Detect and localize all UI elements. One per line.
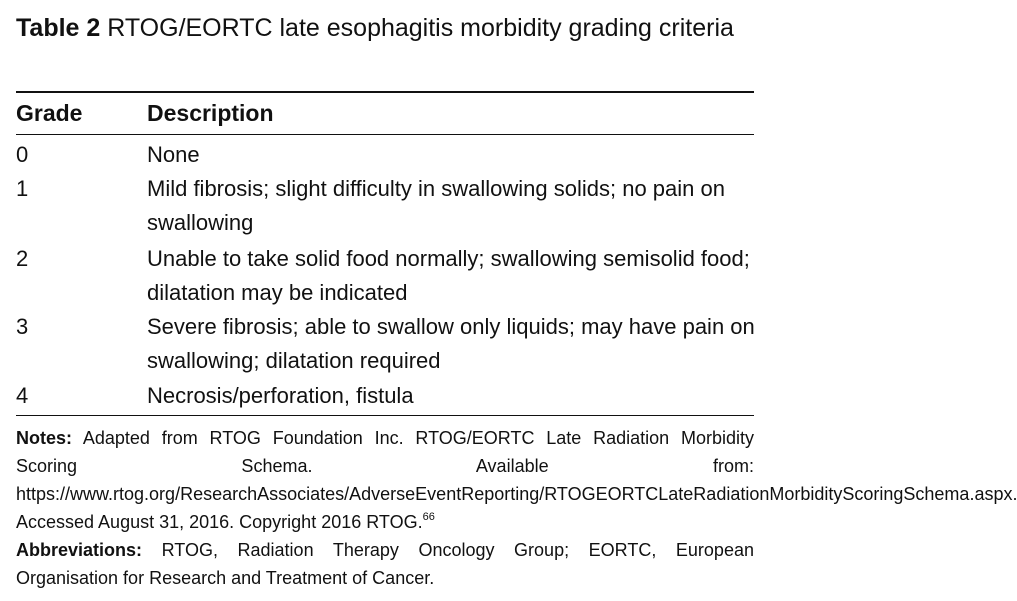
abbreviations-paragraph [16,536,754,592]
abbreviations-label: Abbreviations: [16,540,143,560]
description-cell: None [147,142,200,167]
header-rule [16,134,754,135]
header-grade: Grade [16,100,83,126]
reference-number: 66 [422,511,435,523]
table-label: Table 2 [16,14,101,42]
table-title: RTOG/EORTC late esophagitis morbidity grading criteria [107,14,734,42]
abbreviations-text: RTOG, Radiation Therapy Oncology Group; EORTC, European Organisation for Research and Treatment of Cancer. [16,540,754,588]
grade-cell: 3 [16,314,29,339]
notes-label: Notes: [16,428,73,448]
notes-text: Adapted from RTOG Foundation Inc. RTOG/EORTC Late Radiation Morbidity Scoring Schema. Available from: https://www.rtog.org/ResearchAssociates/AdverseEventReporting/RTOGEORTCLateRadiationMorbidityScoringSchema.aspx. Accessed August 31, 2016. Copyright 2016 RTOG. [16,428,1017,532]
grade-cell: 4 [16,383,29,408]
top-rule [16,91,754,93]
description-cell: Mild fibrosis; slight difficulty in swallowing solids; no pain on swallowing [147,176,725,235]
description-cell: Unable to take solid food normally; swallowing semisolid food; dilatation may be indicated [147,246,750,305]
notes-paragraph [16,424,1017,536]
bottom-rule [16,415,754,416]
table-caption [16,10,756,46]
grade-cell: 2 [16,246,29,271]
grade-cell: 1 [16,176,29,201]
grade-cell: 0 [16,142,29,167]
table-footnotes [16,424,1017,592]
description-cell: Necrosis/perforation, fistula [147,383,414,408]
description-cell: Severe fibrosis; able to swallow only liquids; may have pain on swallowing; dilatation required [147,314,755,373]
header-description: Description [147,100,274,126]
